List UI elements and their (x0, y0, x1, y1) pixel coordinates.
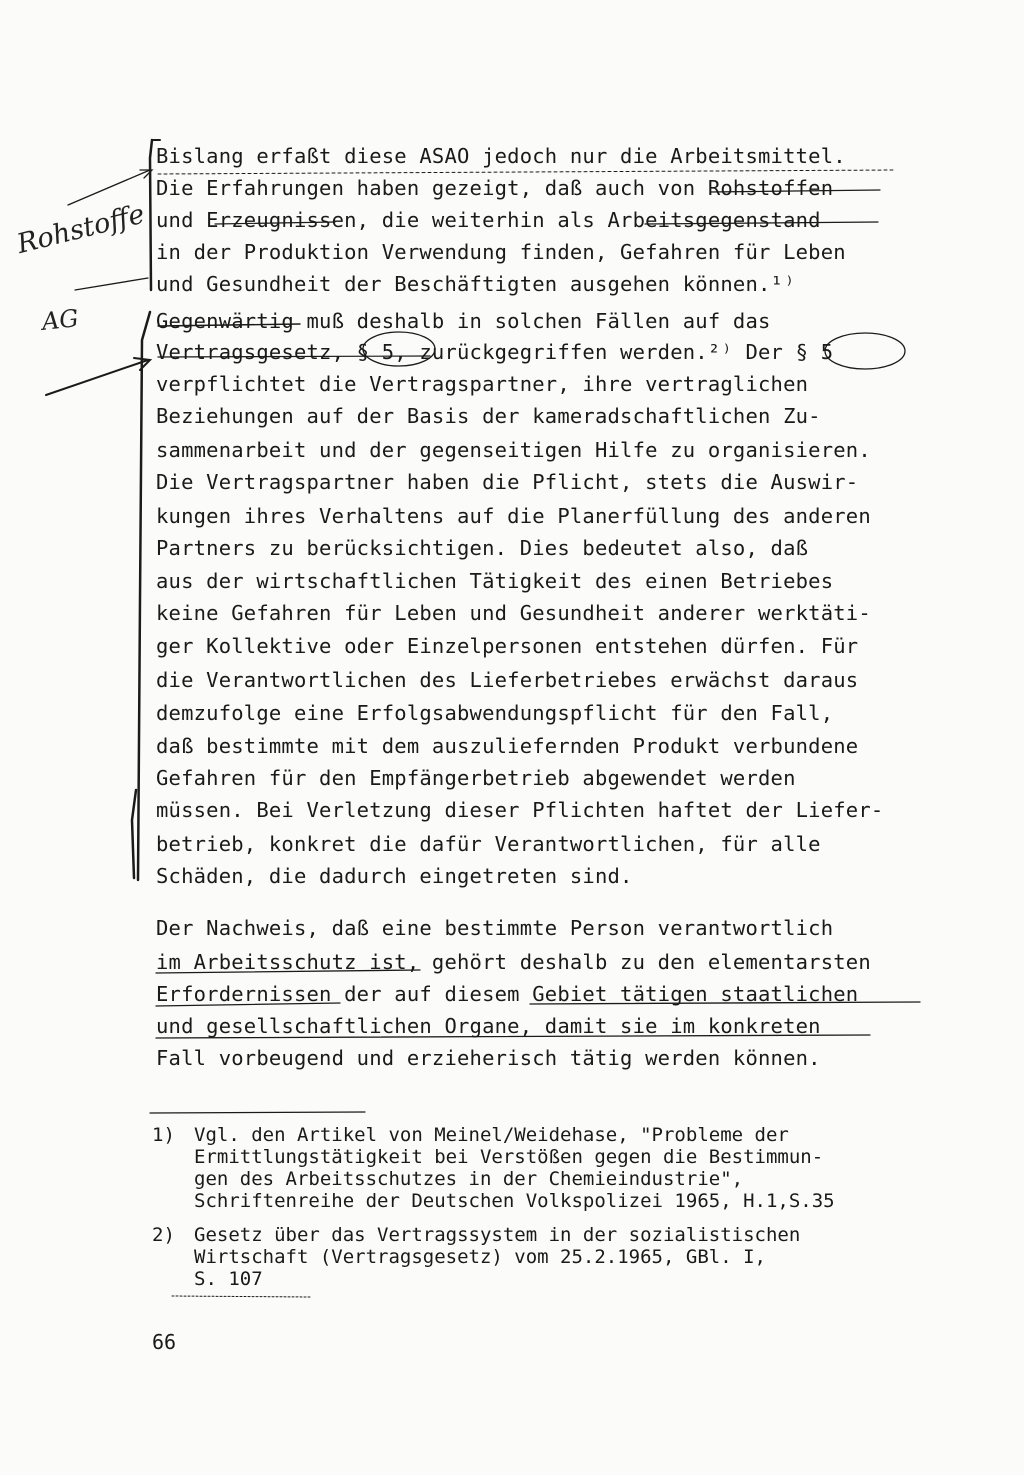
text-line: Erfordernissen der auf diesem Gebiet tätigen staatlichen (156, 982, 859, 1006)
text-line: demzufolge eine Erfolgsabwendungspflicht für den Fall, (156, 701, 834, 725)
text-line: Fall vorbeugend und erzieherisch tätig werden können. (156, 1046, 821, 1070)
footnote-line: Wirtschaft (Vertragsgesetz) vom 25.2.1965, GBl. I, (194, 1246, 766, 1268)
text-line: und gesellschaftlichen Organe, damit sie im konkreten (156, 1014, 821, 1038)
text-line: Bislang erfaßt diese ASAO jedoch nur die Arbeitsmittel. (156, 144, 846, 168)
text-line: Vertragsgesetz, § 5, zurückgegriffen werden.²⁾ Der § 5 (156, 340, 834, 364)
text-line: die Verantwortlichen des Lieferbetriebes erwächst daraus (156, 668, 859, 692)
text-line: Die Erfahrungen haben gezeigt, daß auch von Rohstoffen (156, 176, 834, 200)
text-line: daß bestimmte mit dem auszuliefernden Produkt verbundene (156, 734, 859, 758)
text-line: sammenarbeit und der gegenseitigen Hilfe zu organisieren. (156, 438, 871, 462)
footnote-line: Ermittlungstätigkeit bei Verstößen gegen die Bestimmun- (194, 1146, 824, 1168)
footnote-line: Schriftenreihe der Deutschen Volkspolizei 1965, H.1,S.35 (194, 1190, 835, 1212)
text-line: Der Nachweis, daß eine bestimmte Person verantwortlich (156, 916, 834, 940)
footnote-marker: 1) (152, 1124, 175, 1146)
margin-note-ag: AG (40, 304, 80, 336)
footnote-line: Vgl. den Artikel von Meinel/Weidehase, "Probleme der (194, 1124, 789, 1146)
text-line: betrieb, konkret die dafür Verantwortlichen, für alle (156, 832, 821, 856)
footnote-line: Gesetz über das Vertragssystem in der sozialistischen (194, 1224, 801, 1246)
footnote-marker: 2) (152, 1224, 175, 1246)
text-line: ger Kollektive oder Einzelpersonen entstehen dürfen. Für (156, 634, 859, 658)
text-line: Schäden, die dadurch eingetreten sind. (156, 864, 633, 888)
text-line: keine Gefahren für Leben und Gesundheit anderer werktäti- (156, 601, 871, 625)
footnote-line: gen des Arbeitsschutzes in der Chemieindustrie", (194, 1168, 744, 1190)
text-line: Partners zu berücksichtigen. Dies bedeutet also, daß (156, 536, 809, 560)
text-line: in der Produktion Verwendung finden, Gefahren für Leben (156, 240, 846, 264)
text-line: im Arbeitsschutz ist, gehört deshalb zu den elementarsten (156, 950, 871, 974)
text-line: Gefahren für den Empfängerbetrieb abgewendet werden (156, 766, 796, 790)
text-line: und Gesundheit der Beschäftigten ausgehen können.¹⁾ (156, 272, 796, 296)
text-line: müssen. Bei Verletzung dieser Pflichten haftet der Liefer- (156, 798, 884, 822)
text-line: Gegenwärtig muß deshalb in solchen Fällen auf das (156, 309, 771, 333)
margin-note-rohstoffe: Rohstoffe (14, 198, 148, 261)
text-line: verpflichtet die Vertragspartner, ihre vertraglichen (156, 372, 809, 396)
text-line: aus der wirtschaftlichen Tätigkeit des einen Betriebes (156, 569, 834, 593)
page-number: 66 (152, 1330, 177, 1354)
text-line: Die Vertragspartner haben die Pflicht, stets die Auswir- (156, 470, 859, 494)
footnote-line: S. 107 (194, 1268, 263, 1290)
text-line: und Erzeugnissen, die weiterhin als Arbeitsgegenstand (156, 208, 821, 232)
text-line: Beziehungen auf der Basis der kameradschaftlichen Zu- (156, 404, 821, 428)
text-line: kungen ihres Verhaltens auf die Planerfüllung des anderen (156, 504, 871, 528)
